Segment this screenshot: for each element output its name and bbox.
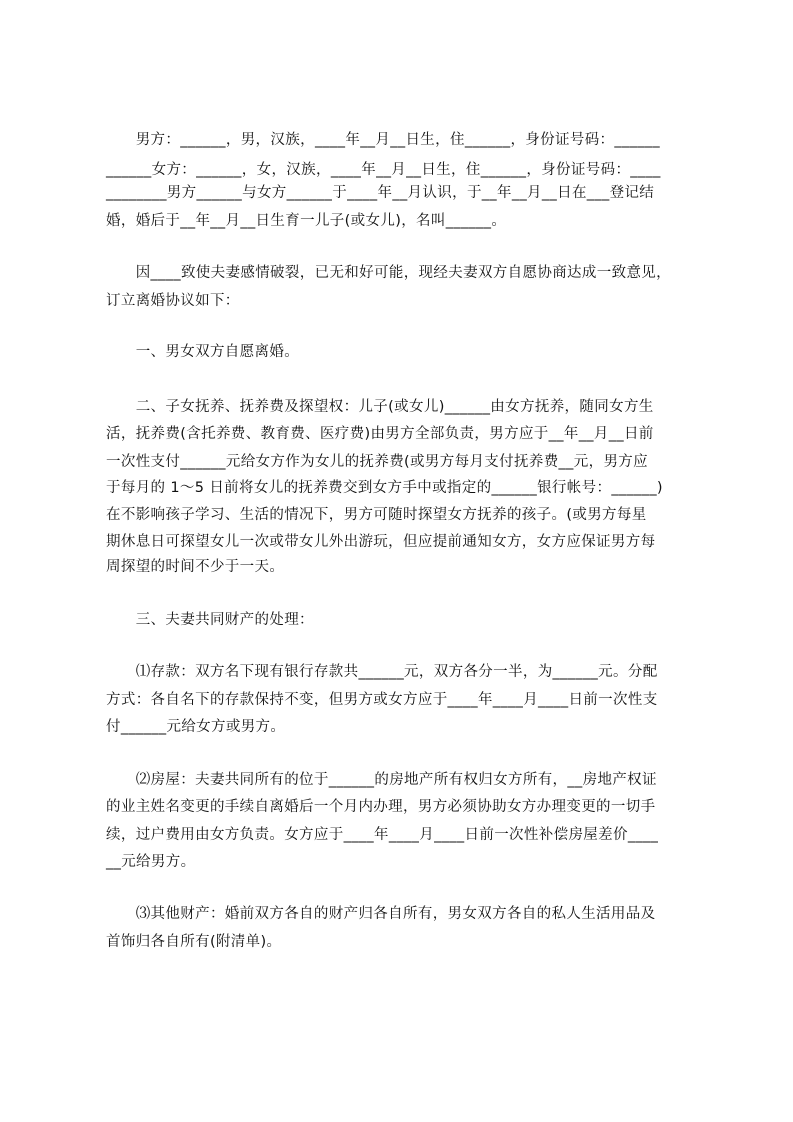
text-line: ⑴存款：双方名下现有银行存款共______元，双方各分一半，为______元。分配 xyxy=(106,664,658,680)
text-line: 婚，婚后于__年__月__日生育一儿子(或女儿)，名叫______。 xyxy=(106,213,507,229)
text-line: 男方：______，男，汉族，____年__月__日生，住______，身份证号码：______ xyxy=(106,132,660,148)
section-heading: 三、夫妻共同财产的处理： xyxy=(106,612,314,628)
text-line: 于每月的 1～5 日前将女儿的抚养费交到女方手中或指定的______银行帐号：______) xyxy=(106,480,663,496)
text-line: 订立离婚协议如下： xyxy=(106,293,240,309)
text-line: ⑶其他财产：婚前双方各自的财产归各自所有，男女双方各自的私人生活用品及 xyxy=(106,906,656,922)
text-line: __元给男方。 xyxy=(106,854,196,870)
text-line: 期休息日可探望女儿一次或带女儿外出游玩，但应提前通知女方，女方应保证男方每 xyxy=(106,534,656,550)
text-line: 周探望的时间不少于一天。 xyxy=(106,559,285,575)
text-line: 的业主姓名变更的手续自离婚后一个月内办理，男方必须协助女方办理变更的一切手 xyxy=(106,799,656,815)
text-line: ______女方：______，女，汉族，____年__月__日生，住______，身份证号码：____ xyxy=(106,162,661,178)
text-line: ⑵房屋：夫妻共同所有的位于______的房地产所有权归女方所有，__房地产权证 xyxy=(106,772,657,788)
text-line: 在不影响孩子学习、生活的情况下，男方可随时探望女方抚养的孩子。(或男方每星 xyxy=(106,507,647,523)
text-line: 付______元给女方或男方。 xyxy=(106,719,286,735)
text-line: 二、子女抚养、抚养费及探望权：儿子(或女儿)______由女方抚养，随同女方生 xyxy=(106,399,654,415)
text-line: 活，抚养费(含托养费、教育费、医疗费)由男方全部负责，男方应于__年__月__日前 xyxy=(106,426,654,442)
text-line: ________男方______与女方______于____年__月认识，于__年__月__日在___登记结 xyxy=(106,185,655,201)
text-line: 续，过户费用由女方负责。女方应于____年____月____日前一次性补偿房屋差价____ xyxy=(106,827,659,843)
text-line: 方式：各自名下的存款保持不变，但男方或女方应于____年____月____日前一次性支 xyxy=(106,692,658,708)
text-line: 首饰归各自所有(附清单)。 xyxy=(106,934,282,950)
section-heading: 一、男女双方自愿离婚。 xyxy=(106,344,300,360)
text-line: 因____致使夫妻感情破裂，已无和好可能，现经夫妻双方自愿协商达成一致意见， xyxy=(106,265,671,281)
text-line: 一次性支付______元给女方作为女儿的抚养费(或男方每月支付抚养费__元，男方应 xyxy=(106,454,649,470)
